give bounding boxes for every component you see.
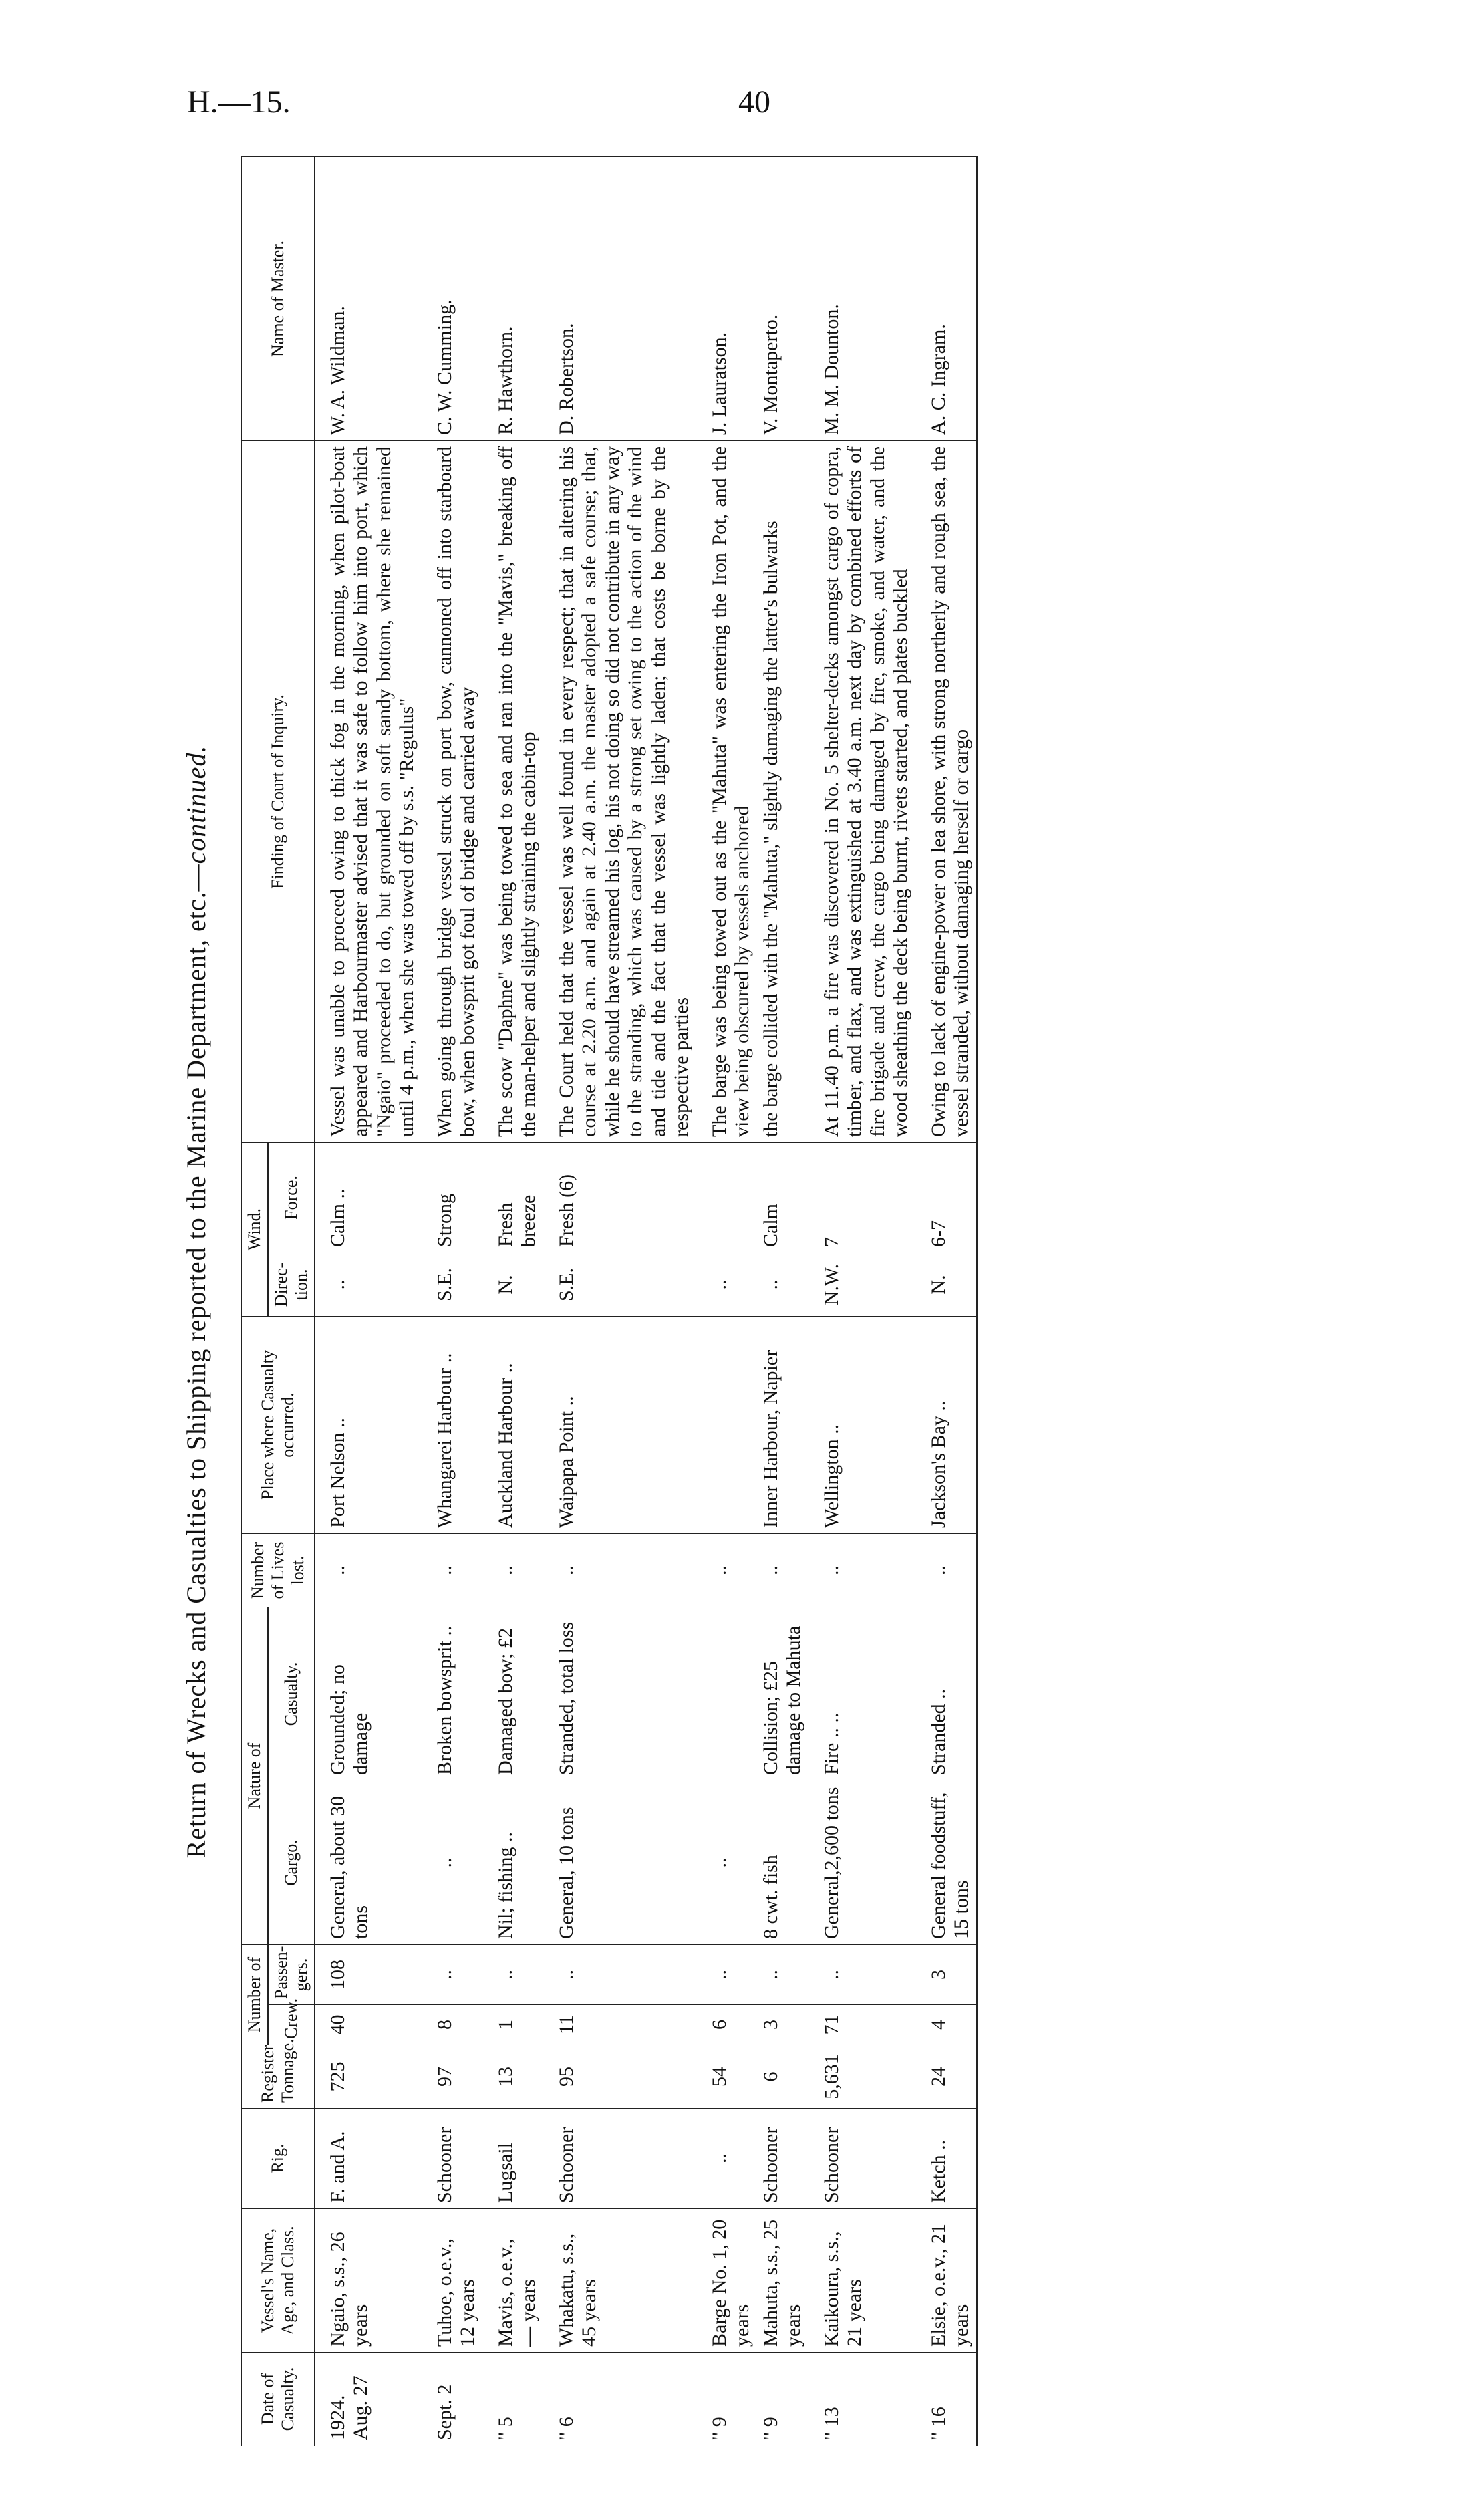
cell-vessel: Elsie, o.e.v., 21 years: [915, 2209, 977, 2353]
cell-finding: The barge was being towed out as the "Mahuta" was entering the Iron Pot, and the view being obscured by vessels anchored: [696, 440, 757, 1142]
cell-place: Port Nelson ..: [314, 1316, 422, 1533]
cell-finding: The scow "Daphne" was being towed to sea and ran into the "Mavis," breaking off the man-helper and slightly straining the cabin-top: [482, 440, 543, 1142]
cell-crew: 8: [422, 2005, 482, 2045]
cell-cargo: Nil; fishing ..: [482, 1781, 543, 1944]
cell-casualty: Damaged bow; £2: [482, 1607, 543, 1781]
cell-direction: S.E.: [422, 1253, 482, 1316]
cell-force: [696, 1142, 757, 1253]
cell-master: C. W. Cumming.: [422, 156, 482, 440]
cell-passengers: ..: [808, 1944, 915, 2004]
cell-direction: ..: [314, 1253, 422, 1316]
col-number-of: Number of: [241, 1944, 268, 2045]
table-row: [808, 156, 915, 2446]
col-cargo: Cargo.: [268, 1781, 314, 1944]
cell-casualty: Broken bowsprit ..: [422, 1607, 482, 1781]
col-tonnage: Register Tonnage.: [241, 2045, 314, 2109]
cell-finding: Owing to lack of engine-power on lea shore, with strong northerly and rough sea, the vessel stranded, without damaging herself or cargo: [915, 440, 977, 1142]
col-place: Place where Casualty occurred.: [241, 1316, 314, 1533]
cell-finding: At 11.40 p.m. a fire was discovered in No. 5 shelter-decks amongst cargo of copra, timber, and flax, and was extinguished at 3.40 a.m. next day by combined efforts of fire brigade and crew, the cargo being damaged by fire, smoke, and water, and the wood sheathing the deck being burnt, rivets started, and plates buckled: [808, 440, 915, 1142]
cell-vessel: Barge No. 1, 20 years: [696, 2209, 757, 2353]
table-title-main: Return of Wrecks and Casualties to Shipping reported to the Marine Department, etc.—: [181, 864, 211, 1859]
page-number: 40: [738, 84, 770, 120]
cell-cargo: 8 cwt. fish: [757, 1781, 808, 1944]
cell-casualty: Stranded ..: [915, 1607, 977, 1781]
cell-master: V. Montaperto.: [757, 156, 808, 440]
cell-passengers: ..: [757, 1944, 808, 2004]
cell-date: " 6: [543, 2353, 696, 2446]
cell-direction: ..: [757, 1253, 808, 1316]
cell-master: A. C. Ingram.: [915, 156, 977, 440]
cell-place: Wellington ..: [808, 1316, 915, 1533]
cell-vessel: Mahuta, s.s., 25 years: [757, 2209, 808, 2353]
cell-casualty: [696, 1607, 757, 1781]
cell-passengers: 108: [314, 1944, 422, 2004]
cell-tonnage: 725: [314, 2045, 422, 2109]
cell-force: Calm: [757, 1142, 808, 1253]
cell-passengers: ..: [482, 1944, 543, 2004]
table-row: [543, 156, 696, 2446]
cell-force: 7: [808, 1142, 915, 1253]
cell-force: 6-7: [915, 1142, 977, 1253]
cell-date: " 13: [808, 2353, 915, 2446]
col-vessel: Vessel's Name, Age, and Class.: [241, 2209, 314, 2353]
cell-lives: ..: [482, 1533, 543, 1607]
cell-tonnage: 5,631: [808, 2045, 915, 2109]
cell-lives: ..: [915, 1533, 977, 1607]
cell-vessel: Mavis, o.e.v., — years: [482, 2209, 543, 2353]
cell-lives: ..: [808, 1533, 915, 1607]
cell-place: Jackson's Bay ..: [915, 1316, 977, 1533]
cell-lives: ..: [314, 1533, 422, 1607]
cell-force: Fresh (6): [543, 1142, 696, 1253]
cell-date: Sept. 2: [422, 2353, 482, 2446]
table-row: [482, 156, 543, 2446]
col-finding: Finding of Court of Inquiry.: [241, 440, 314, 1142]
cell-place: Waipapa Point ..: [543, 1316, 696, 1533]
cell-rig: F. and A.: [314, 2109, 422, 2209]
cell-date: 1924. Aug. 27: [314, 2353, 422, 2446]
cell-date: " 9: [757, 2353, 808, 2446]
cell-cargo: General foodstuff, 15 tons: [915, 1781, 977, 1944]
col-casualty: Casualty.: [268, 1607, 314, 1781]
cell-tonnage: 95: [543, 2045, 696, 2109]
cell-force: Strong: [422, 1142, 482, 1253]
cell-crew: 11: [543, 2005, 696, 2045]
cell-tonnage: 24: [915, 2045, 977, 2109]
cell-casualty: Grounded; no damage: [314, 1607, 422, 1781]
cell-finding: the barge collided with the "Mahuta," slightly damaging the latter's bulwarks: [757, 440, 808, 1142]
cell-casualty: Collision; £25 damage to Mahuta: [757, 1607, 808, 1781]
table-row: [314, 156, 422, 2446]
col-direction: Direc-tion.: [268, 1253, 314, 1316]
cell-master: R. Hawthorn.: [482, 156, 543, 440]
cell-vessel: Kaikoura, s.s., 21 years: [808, 2209, 915, 2353]
cell-passengers: ..: [696, 1944, 757, 2004]
cell-tonnage: 54: [696, 2045, 757, 2109]
cell-rig: Schooner: [422, 2109, 482, 2209]
cell-rig: Schooner: [808, 2109, 915, 2209]
cell-vessel: Whakatu, s.s., 45 years: [543, 2209, 696, 2353]
cell-cargo: ..: [696, 1781, 757, 1944]
cell-crew: 4: [915, 2005, 977, 2045]
col-crew: Crew.: [268, 2005, 314, 2045]
cell-direction: ..: [696, 1253, 757, 1316]
cell-tonnage: 97: [422, 2045, 482, 2109]
cell-place: Auckland Harbour ..: [482, 1316, 543, 1533]
cell-cargo: General,2,600 tons: [808, 1781, 915, 1944]
cell-cargo: General, about 30 tons: [314, 1781, 422, 1944]
cell-place: Whangarei Harbour ..: [422, 1316, 482, 1533]
cell-force: Calm ..: [314, 1142, 422, 1253]
cell-place: Inner Harbour, Napier: [757, 1316, 808, 1533]
cell-lives: ..: [696, 1533, 757, 1607]
cell-vessel: Tuhoe, o.e.v., 12 years: [422, 2209, 482, 2353]
cell-rig: Schooner: [543, 2109, 696, 2209]
cell-casualty: Stranded, total loss: [543, 1607, 696, 1781]
cell-date: " 5: [482, 2353, 543, 2446]
cell-rig: ..: [696, 2109, 757, 2209]
cell-direction: N.W.: [808, 1253, 915, 1316]
cell-crew: 1: [482, 2005, 543, 2045]
cell-direction: S.E.: [543, 1253, 696, 1316]
cell-master: W. A. Wildman.: [314, 156, 422, 440]
col-nature-of: Nature of: [241, 1607, 268, 1944]
cell-tonnage: 6: [757, 2045, 808, 2109]
cell-master: D. Robertson.: [543, 156, 696, 440]
cell-crew: 3: [757, 2005, 808, 2045]
col-lives: Number of Lives lost.: [241, 1533, 314, 1607]
cell-lives: ..: [543, 1533, 696, 1607]
cell-passengers: ..: [422, 1944, 482, 2004]
cell-crew: 71: [808, 2005, 915, 2045]
cell-rig: Ketch ..: [915, 2109, 977, 2209]
table-row: [696, 156, 757, 2446]
cell-finding: Vessel was unable to proceed owing to thick fog in the morning, when pilot-boat appeared and Harbourmaster advised that it was safe to follow him into port, which "Ngaio" proceeded to do, but grounded on soft sandy bottom, where she remained until 4 p.m., when she was towed off by s.s. "Regulus": [314, 440, 422, 1142]
cell-rig: Schooner: [757, 2109, 808, 2209]
page-header-left: H.—15.: [187, 84, 291, 120]
cell-force: Fresh breeze: [482, 1142, 543, 1253]
cell-finding: When going through bridge vessel struck on port bow, cannoned off into starboard bow, when bowsprit got foul of bridge and carried away: [422, 440, 482, 1142]
cell-lives: ..: [422, 1533, 482, 1607]
col-date: Date of Casualty.: [241, 2353, 314, 2446]
cell-cargo: General, 10 tons: [543, 1781, 696, 1944]
col-wind: Wind.: [241, 1142, 268, 1316]
casualty-table: [241, 156, 978, 2446]
cell-passengers: 3: [915, 1944, 977, 2004]
cell-master: M. M. Dounton.: [808, 156, 915, 440]
cell-place: [696, 1316, 757, 1533]
cell-tonnage: 13: [482, 2045, 543, 2109]
cell-rig: Lugsail: [482, 2109, 543, 2209]
cell-crew: 6: [696, 2005, 757, 2045]
col-rig: Rig.: [241, 2109, 314, 2209]
cell-master: J. Lauratson.: [696, 156, 757, 440]
table-row: [757, 156, 808, 2446]
col-passengers: Passen-gers.: [268, 1944, 314, 2004]
col-master: Name of Master.: [241, 156, 314, 440]
table-title-italic: continued.: [181, 745, 211, 864]
cell-passengers: ..: [543, 1944, 696, 2004]
table-row: [915, 156, 977, 2446]
cell-crew: 40: [314, 2005, 422, 2045]
col-force: Force.: [268, 1142, 314, 1253]
cell-direction: N.: [915, 1253, 977, 1316]
cell-finding: The Court held that the vessel was well found in every respect; that in altering his course at 2.20 a.m. and again at 2.40 a.m. the master adopted a safe course; that, while he should have streamed his log, his not doing so did not contribute in any way to the stranding, which was caused by a strong set owing to the action of the wind and tide and the fact that the vessel was lightly laden; that costs be borne by the respective parties: [543, 440, 696, 1142]
cell-date: " 9: [696, 2353, 757, 2446]
cell-cargo: ..: [422, 1781, 482, 1944]
table-title: [180, 157, 234, 2446]
cell-direction: N.: [482, 1253, 543, 1316]
cell-vessel: Ngaio, s.s., 26 years: [314, 2209, 422, 2353]
cell-date: " 16: [915, 2353, 977, 2446]
table-row: [422, 156, 482, 2446]
cell-casualty: Fire .. ..: [808, 1607, 915, 1781]
rotated-table-block: [180, 157, 1350, 2446]
cell-lives: ..: [757, 1533, 808, 1607]
